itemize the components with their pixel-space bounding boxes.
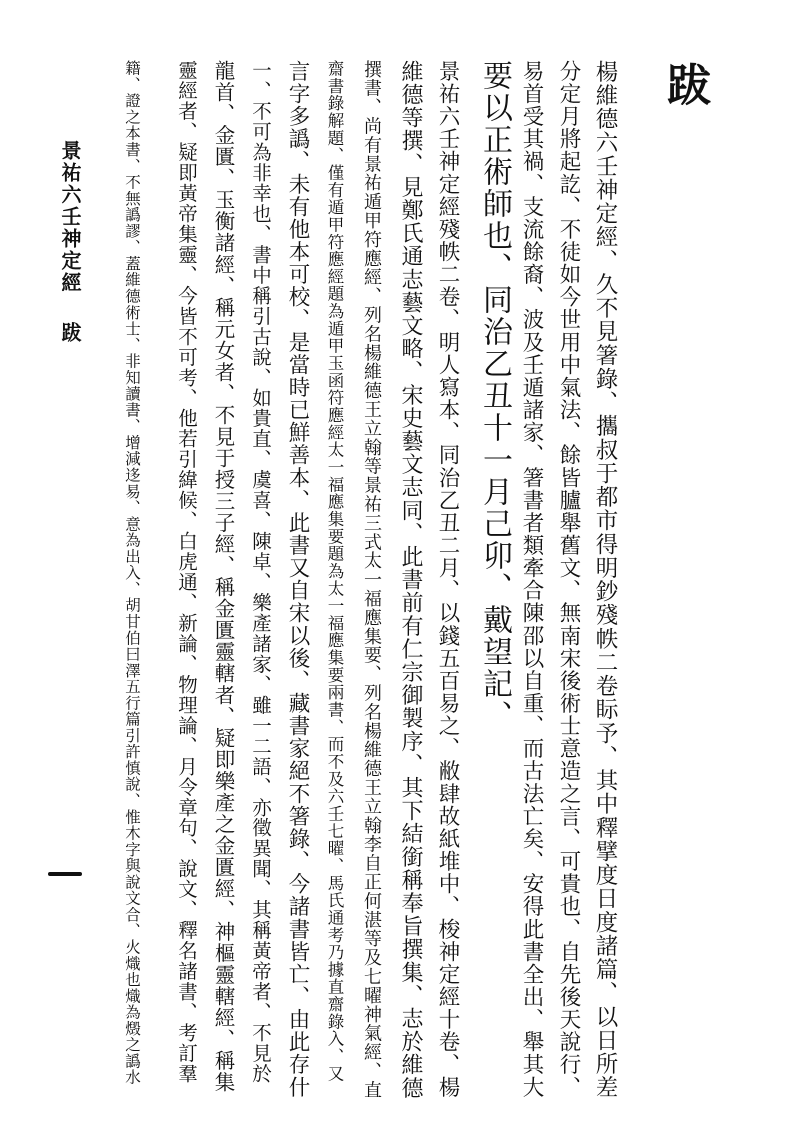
text-column: 齋書錄解題、僅有遁甲符應經題為遁甲玉函符應經太一福應集要題為太一福應集要兩書、而不及六壬七曜、馬氏通考乃據直齋錄入、又 — [325, 60, 344, 1083]
margin-section-label: 跋 — [58, 322, 82, 342]
text-column: 易首受其禍、支流餘裔、波及壬遁諸家、箸書者類牽合陳邵以自重、而古法亡矣、安得此書全出、舉其大 — [519, 60, 544, 1099]
text-column: 籍、證之本書、不無譌謬、蓋維德術士、非知讀書、增減迻易、意為出入、胡甘伯曰澤五行篇引許慎說、惟木字與說文合、火熾也熾為燬之譌水 — [123, 60, 141, 1086]
text-column: 靈經者、疑即黃帝集靈、今皆不可考、他若引緯候、白虎通、新論、物理論、月令章句、說文、釋名諸書、考訂羣 — [175, 60, 198, 1084]
text-column: 楊維德六壬神定經、久不見箸錄、攜叔于都市得明鈔殘帙二卷眎予、其中釋擘度日度諸篇、以日所差 — [592, 60, 618, 1100]
page-title: 跋 — [659, 62, 710, 106]
text-column: 維德等撰、見鄭氏通志藝文略、宋史藝文志同、此書前有仁宗御製序、其下結銜稱奉旨撰集、志於維德 — [398, 60, 423, 1100]
text-column: 分定月將起訖、不徒如今世用中氣法、餘皆臚舉舊文、無南宋後術士意造之言、可貴也、自先後天說行、 — [556, 60, 581, 1099]
margin-book-title: 景祐六壬神定經 — [58, 140, 82, 294]
text-column: 言字多譌、未有他本可校、是當時已鮮善本、此書又自宋以後、藏書家絕不箸錄、今諸書皆亡、由此存什 — [285, 60, 310, 1099]
margin-marker — [48, 872, 82, 876]
text-column: 龍首、金匱、玉衡諸經、稱元女者、不見于授三子經、稱金匱靈轄者、疑即樂產之金匱經、神樞靈轄經、稱集 — [211, 60, 235, 1094]
text-column: 景祐六壬神定經殘帙二卷、明人寫本、同治乙丑二月、以錢五百易之、敝肆故紙堆中、梭神定經十卷、楊 — [435, 60, 460, 1099]
text-column: 要以正術師也、同治乙丑十一月己卯、戴望記、 — [477, 60, 512, 732]
text-column: 一、不可為非幸也、書中稱引古說、如貴直、虞喜、陳卓、樂產諸家、雖一二語、亦徵異聞、其稱黃帝者、不見於 — [249, 60, 272, 1084]
text-column: 撰書、尚有景祐遁甲符應經、列名楊維德王立翰等景祐三式太一福應集要、列名楊維德王立翰李自正何湛等及七曜神氣經、直 — [361, 60, 382, 1100]
